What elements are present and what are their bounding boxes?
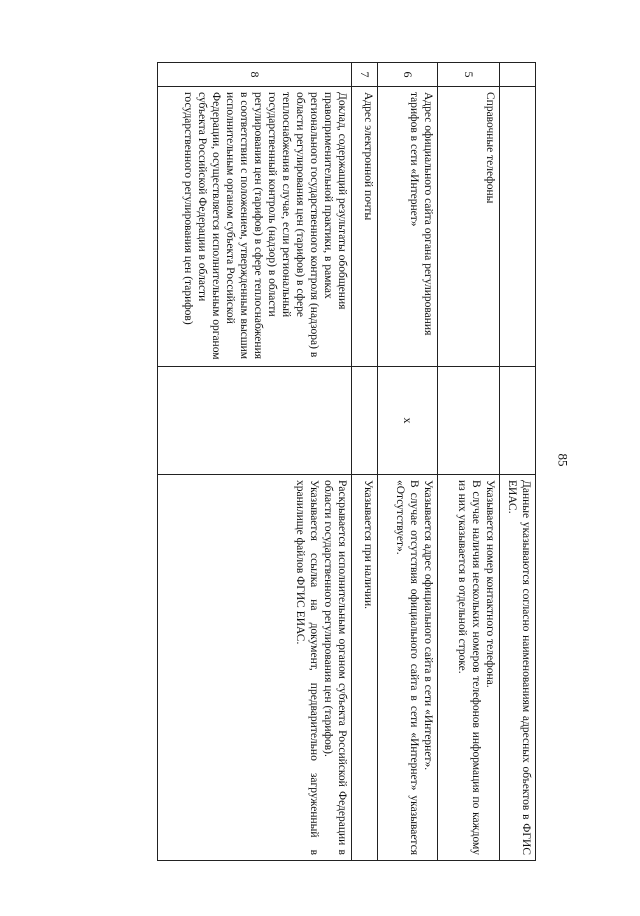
row-name: Доклад, содержащий результаты обобщения правоприменительной практики, в рамках регионального государственного контроля (надзора) в области регулирования цен (тарифов) в сфере теплоснабжения в случае, если региональный государственный контроль (надзор) в области регулирования цен (тарифов) в сфере теплоснабжения в соответствии с положением, утвержденным высшим исполнительным органом субъекта Российской Федерации, осуществляется исполнительным органом субъекта Российской Федерации в области государственного регулирования цен (тарифов)	[158, 87, 352, 367]
table-row-email	[352, 63, 378, 861]
row-number: 5	[438, 63, 500, 87]
row-description-text: Указывается ссылка на документ, предварительно загруженный в хранилище файлов ФГИС ЕИАС.	[293, 480, 320, 855]
row-description-text: В случае наличия нескольких номеров телефонов информация по каждому из них указывается в отдельной строке.	[455, 480, 482, 855]
row-name: Адрес электронной почты	[352, 87, 378, 367]
row-description-text: Указывается адрес официального сайта в сети «Интернет».	[422, 480, 434, 771]
row-description-cell	[378, 475, 438, 861]
row-number-cell	[500, 63, 536, 87]
table-row-continuation	[500, 63, 536, 861]
row-flag	[158, 367, 352, 475]
row-flag	[352, 367, 378, 475]
row-flag	[438, 367, 500, 475]
row-name-cell	[500, 87, 536, 367]
table-row-phones	[438, 63, 500, 861]
row-description-text: Данные указываются согласно наименованиям адресных объектов в ФГИС ЕИАС.	[505, 480, 532, 855]
row-flag-cell	[378, 367, 438, 475]
row-number: 8	[158, 63, 352, 87]
row-name: Адрес официального сайта органа регулирования тарифов в сети «Интернет»	[378, 87, 438, 367]
row-description-text: Указывается при наличии.	[362, 480, 374, 609]
table-rotated-wrapper	[158, 62, 536, 860]
row-description-cell	[158, 475, 352, 861]
disclosure-table	[157, 62, 536, 861]
row-description-cell	[438, 475, 500, 861]
table-area	[158, 62, 536, 860]
table-row-website	[378, 63, 438, 861]
row-number: 6	[378, 63, 438, 87]
row-number: 7	[352, 63, 378, 87]
page-number: 85	[555, 453, 571, 467]
row-description-text: Указывается номер контактного телефона.	[484, 480, 496, 688]
cross-mark: x	[401, 417, 416, 424]
row-description-cell	[500, 475, 536, 861]
row-name: Справочные телефоны	[438, 87, 500, 367]
row-description-text: Раскрывается исполнительным органом субъекта Российской Федерации в области государственного регулирования цен (тарифов).	[321, 480, 348, 855]
table-row-report	[158, 63, 352, 861]
row-description-cell	[352, 475, 378, 861]
row-description-text: В случае отсутствия официального сайта в сети «Интернет» указывается «Отсутствует».	[393, 480, 420, 855]
row-flag-cell	[500, 367, 536, 475]
